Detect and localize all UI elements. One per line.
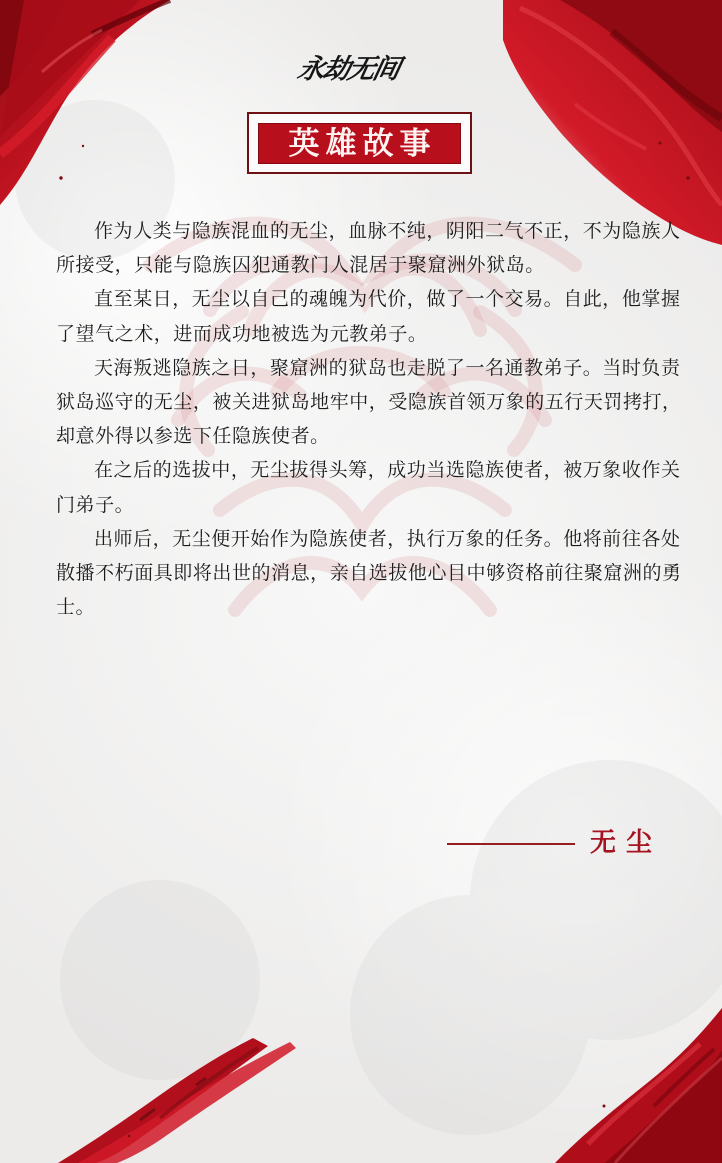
signature: 无尘: [590, 828, 663, 858]
page-title: 英雄故事: [288, 126, 437, 162]
title-banner-inner: [258, 123, 461, 164]
story-paragraph: 直至某日，无尘以自己的魂魄为代价，做了一个交易。自此，他掌握了望气之术，进而成功地被选为元教弟子。: [56, 288, 681, 345]
signature-divider: [447, 843, 575, 845]
story-paragraph: 作为人类与隐族混血的无尘，血脉不纯，阴阳二气不正，不为隐族人所接受，只能与隐族囚犯通教门人混居于聚窟洲外狱岛。: [56, 220, 681, 277]
story-paragraph: 在之后的选拔中，无尘拔得头筹，成功当选隐族使者，被万象收作关门弟子。: [56, 459, 681, 516]
story-paragraph: 天海叛逃隐族之日，聚窟洲的狱岛也走脱了一名通教弟子。当时负责狱岛巡守的无尘，被关进狱岛地牢中，受隐族首领万象的五行天罚拷打，却意外得以参选下任隐族使者。: [56, 356, 682, 448]
top-right-brush: [503, 0, 722, 245]
story-body: [56, 214, 684, 624]
title-banner: [247, 112, 472, 174]
story-paragraph: 出师后，无尘便开始作为隐族使者，执行万象的任务。他将前往各处散播不朽面具即将出世的消息，亲自选拔他心目中够资格前往聚窟洲的勇士。: [56, 527, 682, 619]
game-logo: 永劫无间: [294, 54, 402, 85]
